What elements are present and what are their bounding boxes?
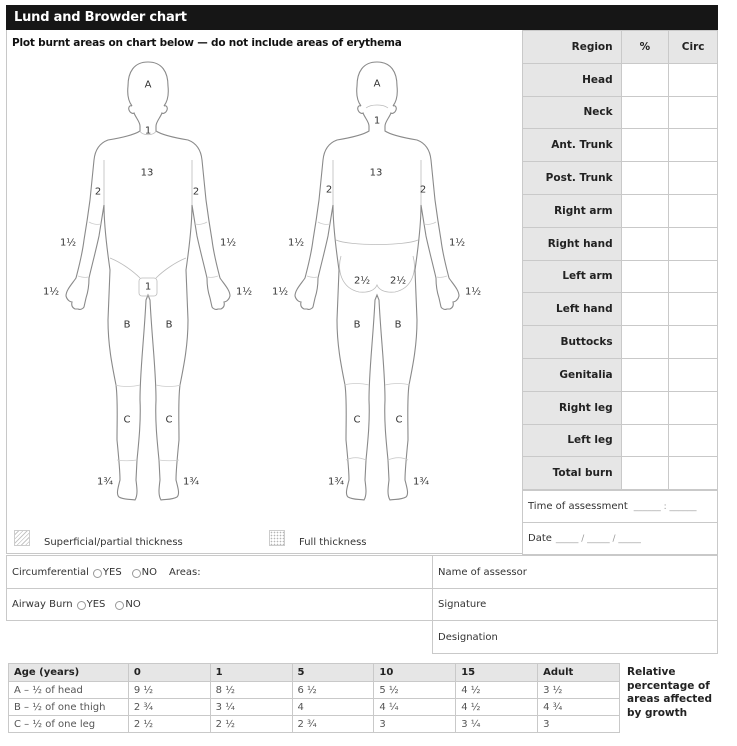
legend-superficial: [14, 534, 183, 550]
table-row: [523, 96, 718, 129]
percent-input[interactable]: [621, 194, 669, 227]
circ-input[interactable]: [669, 194, 718, 227]
designation-label: Designation: [438, 631, 498, 643]
airway-burn-row: [6, 588, 433, 621]
age-header: Age (years): [9, 664, 129, 682]
age-cell: 2 ½: [210, 716, 292, 733]
back-label-foot-right: 1¾: [327, 476, 345, 488]
percent-input[interactable]: [621, 63, 669, 96]
table-row: [523, 194, 718, 227]
airway-no-radio[interactable]: [115, 601, 124, 610]
age-cell: A – ½ of head: [9, 682, 129, 699]
percent-input[interactable]: [621, 260, 669, 293]
table-row: [523, 227, 718, 260]
front-label-forearm-left: 1½: [219, 237, 237, 249]
region-table-header: [523, 31, 718, 64]
front-label-foot-right: 1¾: [96, 476, 114, 488]
table-row: [523, 326, 718, 359]
front-label-thigh-right: B: [123, 319, 131, 331]
circ-input[interactable]: [669, 457, 718, 490]
back-label-hand-right: 1½: [271, 286, 289, 298]
back-label-thigh-left: B: [394, 319, 402, 331]
table-row: [9, 682, 620, 699]
percent-input[interactable]: [621, 129, 669, 162]
time-of-assessment-field[interactable]: [522, 490, 718, 523]
signature-field[interactable]: [432, 588, 718, 621]
table-row: [523, 63, 718, 96]
age-cell: 2 ¾: [292, 716, 374, 733]
stipple-pattern-icon: [269, 530, 285, 546]
back-label-head: A: [373, 78, 381, 90]
designation-field[interactable]: [432, 620, 718, 654]
time-blank: ______ : ______: [633, 501, 697, 512]
region-label: Total burn: [523, 457, 622, 490]
circumferential-row: [6, 555, 433, 589]
age-cell: 3 ¼: [456, 716, 538, 733]
signature-label: Signature: [438, 599, 487, 610]
circ-input[interactable]: [669, 391, 718, 424]
back-figure-outline: [295, 62, 459, 500]
circumferential-yes-label: YES: [102, 566, 122, 578]
circ-input[interactable]: [669, 162, 718, 195]
front-label-upper-arm-left: 2: [192, 186, 200, 198]
front-label-leg-left: C: [165, 414, 173, 426]
percent-input[interactable]: [621, 162, 669, 195]
circumferential-no-label: NO: [141, 566, 158, 578]
date-field[interactable]: [522, 522, 718, 555]
age-header: 0: [128, 664, 210, 682]
age-table-header: [9, 664, 620, 682]
circumferential-no-radio[interactable]: [132, 569, 141, 578]
circ-input[interactable]: [669, 260, 718, 293]
region-label: Right hand: [523, 227, 622, 260]
age-cell: 3: [538, 716, 620, 733]
age-header: 1: [210, 664, 292, 682]
name-of-assessor-label: Name of assessor: [438, 566, 527, 578]
front-label-leg-right: C: [123, 414, 131, 426]
front-label-trunk: 13: [140, 167, 154, 179]
region-label: Right leg: [523, 391, 622, 424]
circ-input[interactable]: [669, 96, 718, 129]
age-cell: 4 ½: [456, 682, 538, 699]
age-cell: 3 ¼: [210, 699, 292, 716]
front-label-forearm-right: 1½: [59, 237, 77, 249]
back-label-forearm-left: 1½: [448, 237, 466, 249]
age-header: 5: [292, 664, 374, 682]
front-label-hand-left: 1½: [235, 286, 253, 298]
circ-input[interactable]: [669, 424, 718, 457]
table-row: [523, 424, 718, 457]
body-figures[interactable]: [6, 50, 522, 520]
region-label: Post. Trunk: [523, 162, 622, 195]
age-cell: 3: [374, 716, 456, 733]
front-label-head: A: [144, 79, 152, 91]
age-cell: 9 ½: [128, 682, 210, 699]
age-cell: 3 ½: [538, 682, 620, 699]
age-cell: 2 ½: [128, 716, 210, 733]
age-cell: 5 ½: [374, 682, 456, 699]
region-label: Genitalia: [523, 358, 622, 391]
percent-input[interactable]: [621, 326, 669, 359]
age-header: 10: [374, 664, 456, 682]
percent-input[interactable]: [621, 457, 669, 490]
table-row: [9, 716, 620, 733]
age-cell: 2 ¾: [128, 699, 210, 716]
growth-note-line: areas affected: [627, 693, 712, 705]
time-label: Time of assessment: [528, 501, 628, 512]
growth-note: [627, 666, 712, 720]
percent-input[interactable]: [621, 293, 669, 326]
front-label-hand-right: 1½: [42, 286, 60, 298]
areas-label: Areas:: [169, 566, 201, 578]
age-cell: 6 ½: [292, 682, 374, 699]
region-label: Left hand: [523, 293, 622, 326]
region-label: Ant. Trunk: [523, 129, 622, 162]
circ-input[interactable]: [669, 358, 718, 391]
table-row: [9, 699, 620, 716]
age-cell: 4: [292, 699, 374, 716]
region-label: Neck: [523, 96, 622, 129]
age-cell: C – ½ of one leg: [9, 716, 129, 733]
table-row: [523, 129, 718, 162]
back-label-thigh-right: B: [353, 319, 361, 331]
circumferential-label: Circumferential: [12, 566, 89, 578]
age-cell: B – ½ of one thigh: [9, 699, 129, 716]
name-of-assessor-field[interactable]: [432, 555, 718, 589]
circ-input[interactable]: [669, 227, 718, 260]
front-label-neck: 1: [144, 125, 152, 137]
back-label-upper-arm-right: 2: [325, 184, 333, 196]
back-label-neck: 1: [373, 115, 381, 127]
percent-input[interactable]: [621, 227, 669, 260]
front-label-foot-left: 1¾: [182, 476, 200, 488]
back-label-foot-left: 1¾: [412, 476, 430, 488]
percent-input[interactable]: [621, 96, 669, 129]
back-label-leg-right: C: [353, 414, 361, 426]
table-row: [523, 162, 718, 195]
airway-no-label: NO: [125, 599, 141, 610]
airway-yes-radio[interactable]: [77, 601, 86, 610]
date-label: Date: [528, 533, 552, 544]
header-region: Region: [523, 31, 622, 64]
back-label-trunk: 13: [369, 167, 383, 179]
hatch-pattern-icon: [14, 530, 30, 546]
region-label: Left leg: [523, 424, 622, 457]
front-label-upper-arm-right: 2: [94, 186, 102, 198]
table-row: [523, 293, 718, 326]
region-label: Buttocks: [523, 326, 622, 359]
circ-input[interactable]: [669, 129, 718, 162]
chart-title-bar: [6, 5, 718, 30]
front-label-thigh-left: B: [165, 319, 173, 331]
circumferential-yes-radio[interactable]: [93, 569, 102, 578]
back-label-leg-left: C: [395, 414, 403, 426]
back-label-buttock-left: 2½: [389, 275, 407, 287]
date-blank: _____ / _____ / _____: [555, 533, 641, 544]
legend-full-label: Full thickness: [299, 536, 367, 548]
back-label-upper-arm-left: 2: [419, 184, 427, 196]
growth-note-line: Relative: [627, 666, 676, 678]
table-row: [523, 358, 718, 391]
instruction-text: Plot burnt areas on chart below — do not include areas of erythema: [12, 37, 402, 49]
age-header: 15: [456, 664, 538, 682]
chart-title: Lund and Browder chart: [14, 10, 187, 25]
front-label-genitalia: 1: [144, 281, 152, 293]
back-label-buttock-right: 2½: [353, 275, 371, 287]
header-circ: Circ: [669, 31, 718, 64]
back-label-hand-left: 1½: [464, 286, 482, 298]
age-cell: 4 ½: [456, 699, 538, 716]
age-cell: 4 ¼: [374, 699, 456, 716]
percent-input[interactable]: [621, 424, 669, 457]
region-label: Head: [523, 63, 622, 96]
legend-superficial-label: Superficial/partial thickness: [44, 536, 183, 548]
circ-input[interactable]: [669, 326, 718, 359]
circ-input[interactable]: [669, 293, 718, 326]
age-header: Adult: [538, 664, 620, 682]
age-cell: 4 ¾: [538, 699, 620, 716]
growth-note-line: by growth: [627, 706, 688, 719]
legend-full-thickness: [269, 534, 367, 550]
table-row: [523, 260, 718, 293]
airway-burn-label: Airway Burn: [12, 599, 73, 610]
back-label-forearm-right: 1½: [287, 237, 305, 249]
airway-yes-label: YES: [86, 599, 106, 610]
region-label: Right arm: [523, 194, 622, 227]
age-cell: 8 ½: [210, 682, 292, 699]
table-row: [523, 391, 718, 424]
percent-input[interactable]: [621, 391, 669, 424]
age-percentage-table: [8, 663, 620, 733]
header-percent: %: [621, 31, 669, 64]
table-row-total: [523, 457, 718, 490]
percent-input[interactable]: [621, 358, 669, 391]
region-table: [522, 30, 718, 490]
growth-note-line: percentage of: [627, 679, 710, 692]
region-label: Left arm: [523, 260, 622, 293]
circ-input[interactable]: [669, 63, 718, 96]
